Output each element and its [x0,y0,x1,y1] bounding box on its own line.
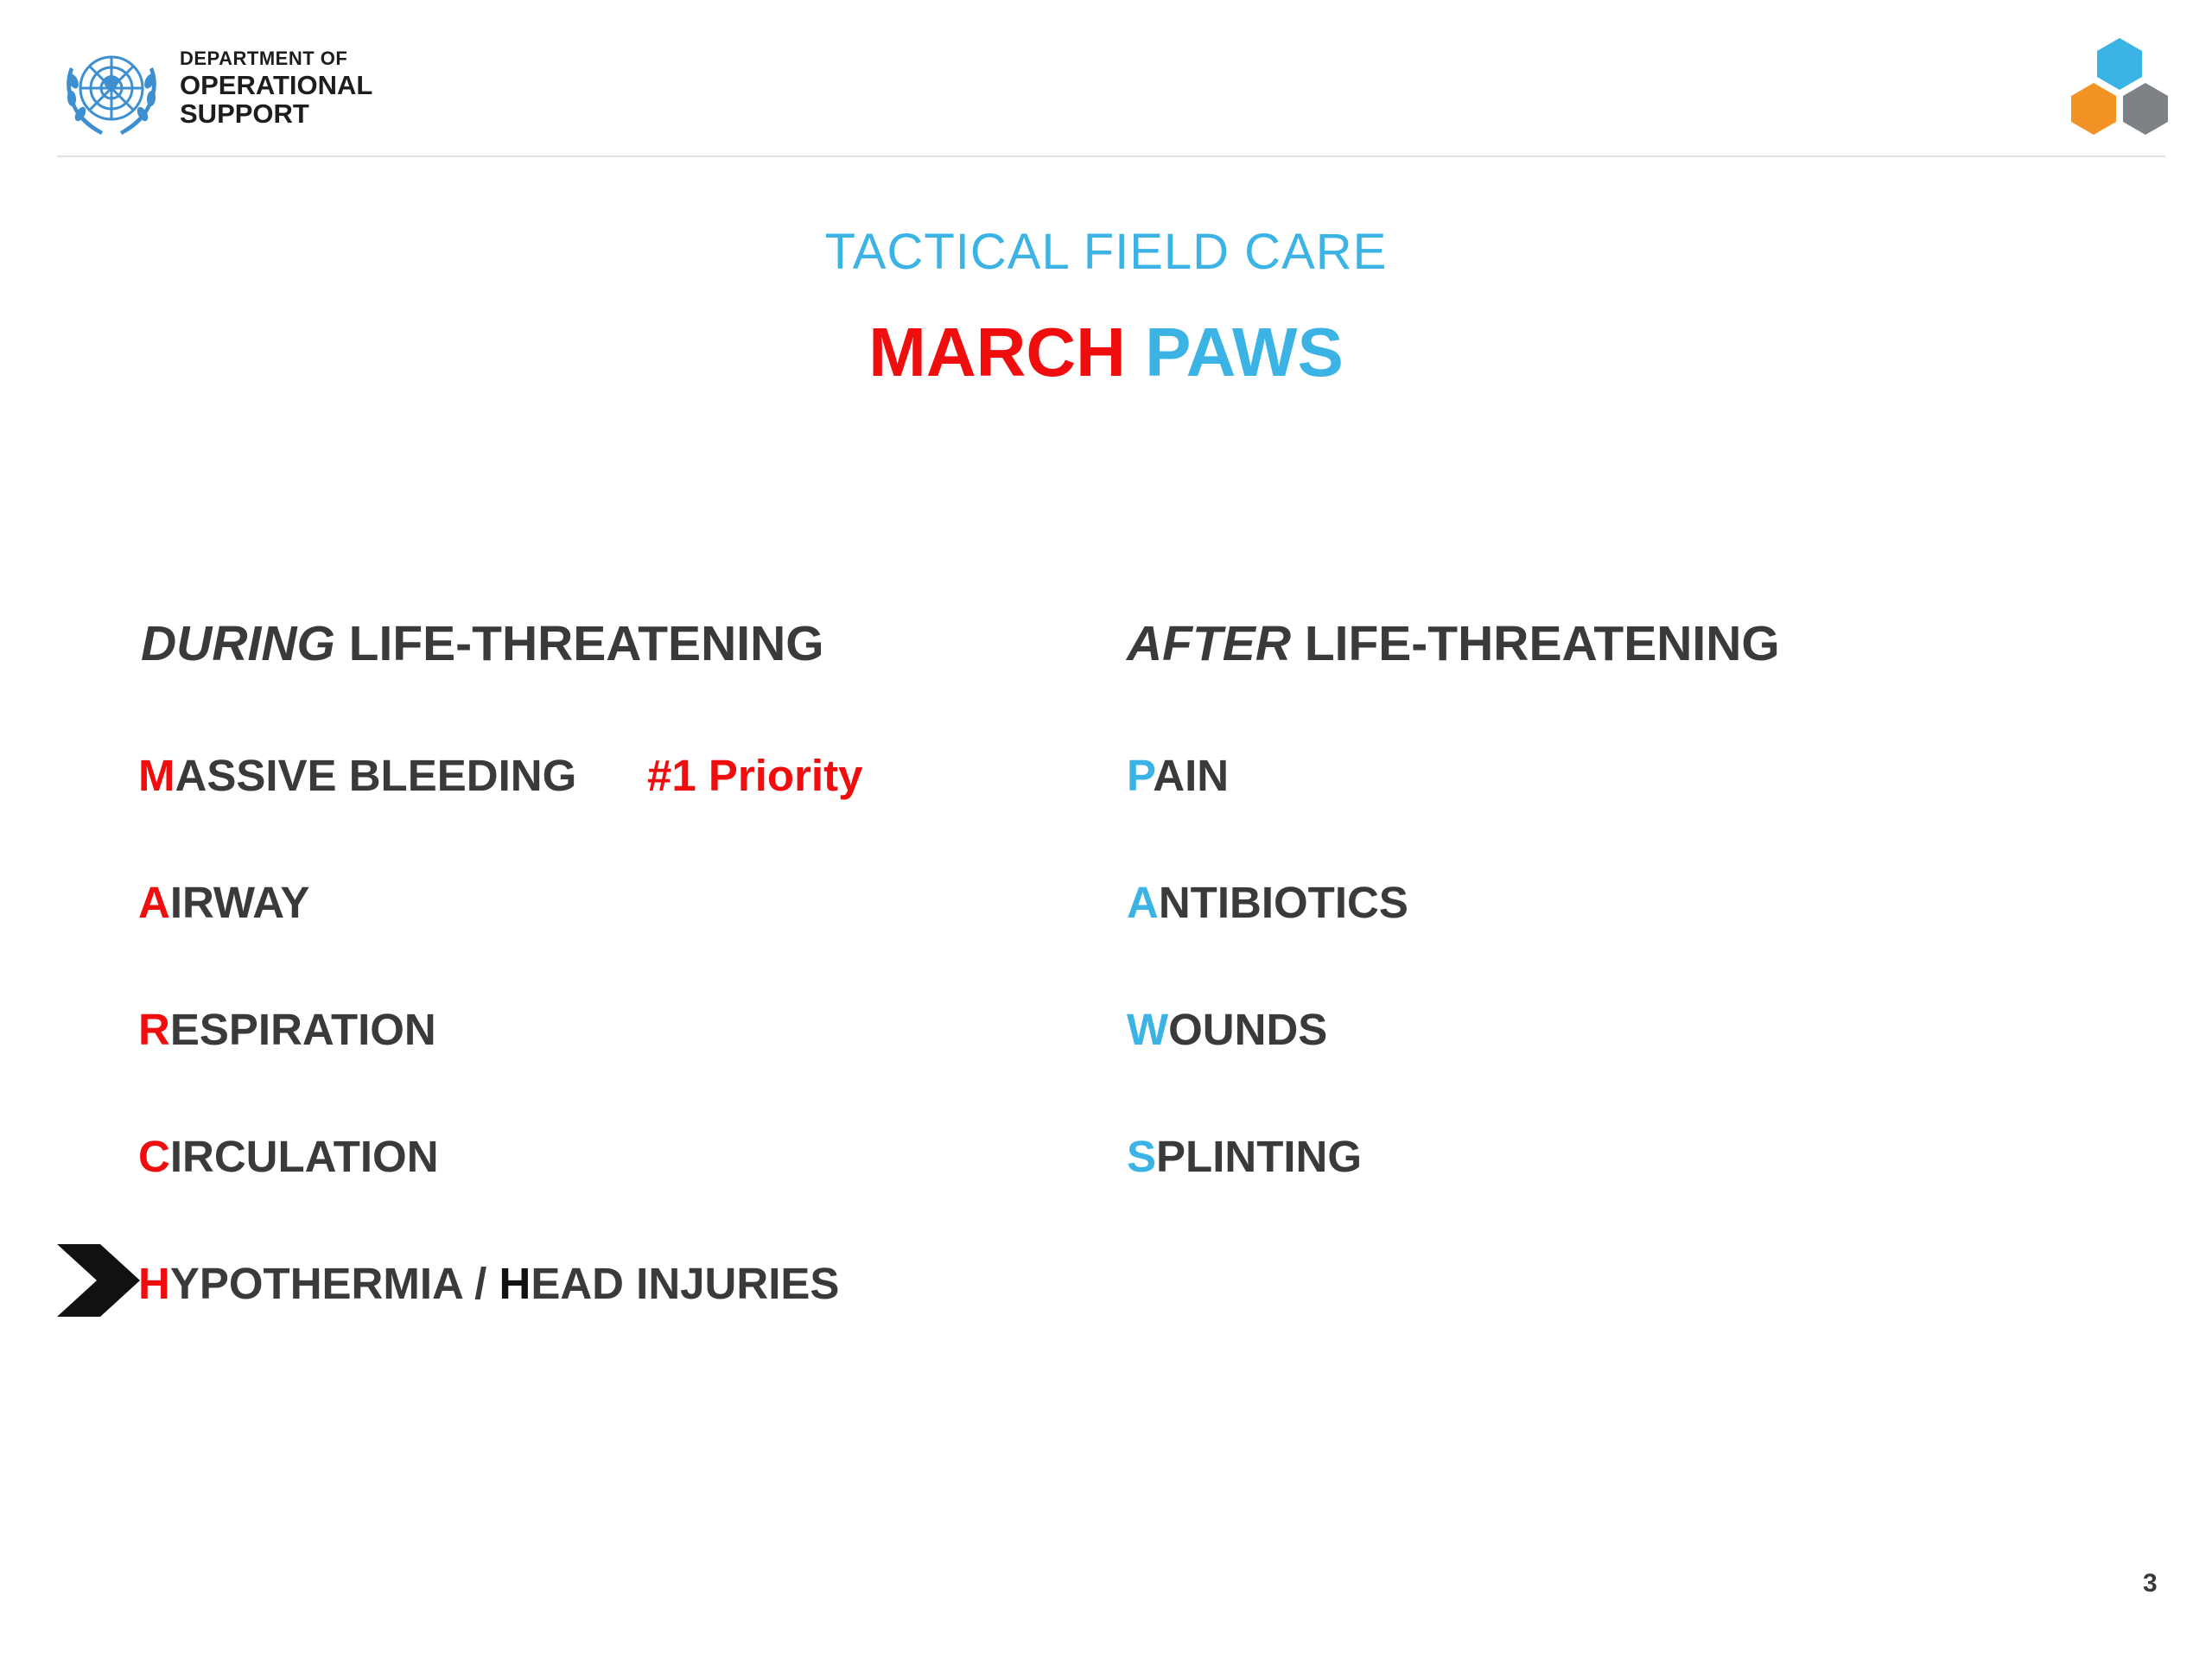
item-initial: P [1127,751,1154,800]
un-emblem-icon [54,41,168,142]
org-name [180,48,372,128]
list-item-hypothermia-head-injuries [138,1258,839,1309]
org-name-line1: DEPARTMENT OF [180,48,348,69]
hexagon-cluster-icon [2061,35,2177,147]
right-column-heading [1127,615,1780,672]
item-extra-initial: H [499,1259,531,1308]
title-paws: PAWS [1145,314,1344,391]
left-heading-rest: LIFE-THREATENING [334,616,824,671]
item-text: YPOTHERMIA / [169,1259,499,1308]
slide-title [0,313,2212,392]
list-item-splinting [1127,1131,1362,1182]
right-heading-emphasis: AFTER [1127,616,1291,671]
right-heading-rest: LIFE-THREATENING [1290,616,1780,671]
item-initial: C [138,1132,170,1181]
item-text: ASSIVE BLEEDING [175,751,577,800]
item-initial: S [1127,1132,1157,1181]
item-initial: A [138,878,170,927]
slide-subtitle: TACTICAL FIELD CARE [824,224,1388,280]
item-text: AIN [1153,751,1230,800]
title-march: MARCH [868,314,1126,391]
chevron-right-icon [57,1244,140,1317]
item-initial: R [138,1005,170,1054]
org-name-line2: OPERATIONAL [180,70,373,101]
item-text: IRWAY [169,878,310,927]
item-text: NTIBIOTICS [1158,878,1408,927]
item-initial: A [1127,878,1159,927]
item-text: PLINTING [1156,1132,1363,1181]
page-number: 3 [2143,1569,2158,1598]
item-text: IRCULATION [169,1132,439,1181]
left-column-heading [141,615,824,672]
header-divider [57,156,2165,157]
left-heading-emphasis: DURING [141,616,335,671]
list-item-massive-bleeding [138,750,576,801]
item-initial: H [138,1259,170,1308]
org-name-line3: SUPPORT [180,98,309,129]
item-text: OUNDS [1168,1005,1328,1054]
list-item-antibiotics [1127,877,1408,928]
list-item-wounds [1127,1004,1327,1055]
list-item-respiration [138,1004,436,1055]
item-text: ESPIRATION [169,1005,436,1054]
list-item-circulation [138,1131,439,1182]
list-item-pain [1127,750,1229,801]
item-initial: M [138,751,175,800]
item-initial: W [1127,1005,1169,1054]
priority-note: #1 Priority [647,751,863,800]
list-item-airway [138,877,309,928]
item-extra-text: EAD INJURIES [531,1259,840,1308]
